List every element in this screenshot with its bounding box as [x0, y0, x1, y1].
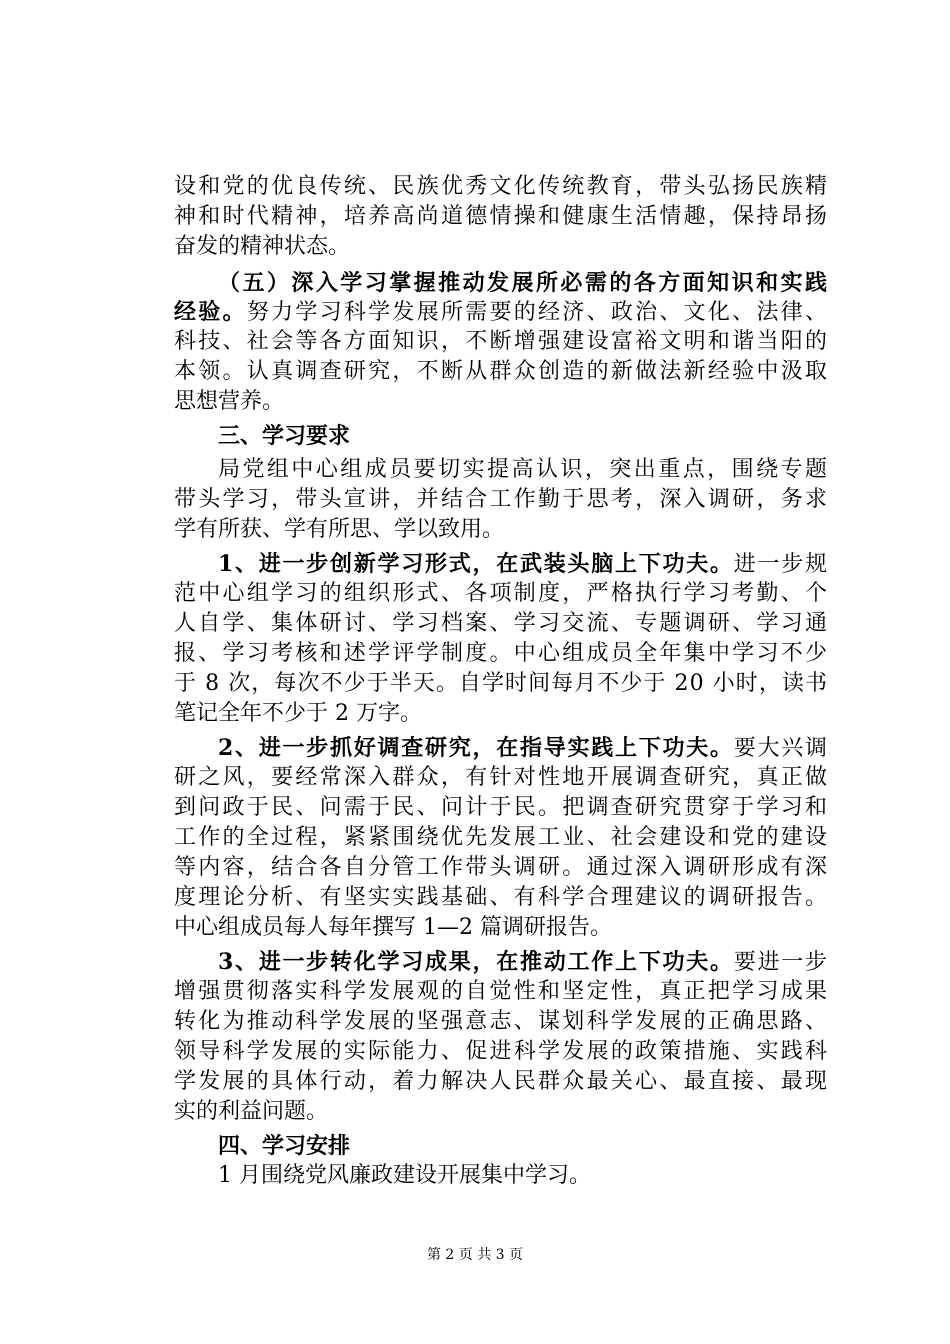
text-line	[174, 515, 950, 545]
text-line	[174, 232, 950, 262]
text-run: 领导科学发展的实际能力、促进科学发展的政策措施、实践科	[174, 1039, 830, 1064]
text-run: 要大兴调	[733, 736, 829, 761]
text-run: 转化为推动科学发展的坚强意志、谋划科学发展的正确思路、	[174, 1009, 830, 1034]
text-run: 1 月围绕党风廉政建设开展集中学习。	[218, 1163, 591, 1188]
text-line	[174, 639, 950, 669]
text-run: 于 8 次，每次不少于半天。自学时间每月不少于 20 小时，读书	[174, 671, 829, 696]
text-line	[174, 357, 950, 387]
text-line	[174, 1067, 950, 1097]
text-run: 设和党的优良传统、民族优秀文化传统教育，带头弘扬民族精	[174, 174, 830, 199]
text-run: 努力学习科学发展所需要的经济、政治、文化、法律、	[246, 300, 830, 325]
text-line	[174, 202, 950, 232]
text-line	[218, 733, 950, 763]
text-run: 本领。认真调查研究，不断从群众创造的新做法新经验中汲取	[174, 359, 830, 384]
text-line	[174, 977, 950, 1007]
text-line	[174, 297, 950, 327]
text-run: 到问政于民、问需于民、问计于民。把调查研究贯穿于学习和	[174, 795, 830, 820]
bold-text-run: 四、学习安排	[218, 1133, 351, 1159]
text-line	[174, 1097, 950, 1127]
text-run: 报、学习考核和述学评学制度。中心组成员全年集中学习不少	[174, 641, 830, 666]
text-run: 增强贯彻落实科学发展观的自觉性和坚定性，真正把学习成果	[174, 979, 830, 1004]
text-run: 学发展的具体行动，着力解决人民群众最关心、最直接、最现	[174, 1069, 830, 1094]
text-line	[174, 699, 950, 729]
text-line	[174, 172, 950, 202]
text-run: 范中心组学习的组织形式、各项制度，严格执行学习考勤、个	[174, 581, 830, 606]
text-line	[174, 609, 950, 639]
bold-text-run: 2、进一步抓好调查研究，在指导实践上下功夫。	[218, 735, 734, 761]
text-run: 进一步规	[733, 552, 829, 577]
text-run: 实的利益问题。	[174, 1099, 329, 1124]
text-run: 局党组中心组成员要切实提高认识，突出重点，围绕专题	[218, 457, 830, 482]
text-run: 科技、社会等各方面知识，不断增强建设富裕文明和谐当阳的	[174, 329, 830, 354]
text-line	[218, 268, 950, 298]
text-run: 神和时代精神，培养高尚道德情操和健康生活情趣，保持昂扬	[174, 204, 830, 229]
text-run: 带头学习，带头宣讲，并结合工作勤于思考，深入调研，务求	[174, 487, 830, 512]
text-line	[218, 455, 950, 485]
bold-text-run: 3、进一步转化学习成果，在推动工作上下功夫。	[218, 949, 734, 975]
bold-text-run: 经验。	[174, 299, 247, 325]
text-run: 要进一步	[733, 950, 829, 975]
page-footer: 第 2 页 共 3 页	[426, 1247, 524, 1263]
text-line	[174, 853, 950, 883]
text-run: 研之风，要经常深入群众，有针对性地开展调查研究，真正做	[174, 765, 830, 790]
text-line	[174, 763, 950, 793]
text-line	[174, 883, 950, 913]
bold-text-run: （五）深入学习掌握推动发展所必需的各方面知识和实践	[218, 270, 830, 296]
text-run: 度理论分析、有坚实实践基础、有科学合理建议的调研报告。	[174, 885, 830, 910]
text-line	[218, 421, 950, 451]
text-run: 人自学、集体研讨、学习档案、学习交流、专题调研、学习通	[174, 611, 830, 636]
text-run: 笔记全年不少于 2 万字。	[174, 701, 422, 726]
text-line	[174, 327, 950, 357]
text-line	[218, 947, 950, 977]
text-line	[174, 579, 950, 609]
text-line	[174, 485, 950, 515]
text-line	[174, 387, 950, 417]
text-line	[174, 793, 950, 823]
text-line	[174, 669, 950, 699]
bold-text-run: 1、进一步创新学习形式，在武装头脑上下功夫。	[218, 551, 734, 577]
text-run: 学有所获、学有所思、学以致用。	[174, 517, 505, 542]
bold-text-run: 三、学习要求	[218, 423, 351, 449]
text-line	[174, 823, 950, 853]
text-line	[218, 549, 950, 579]
text-line	[174, 1037, 950, 1067]
text-line	[218, 1131, 950, 1161]
text-run: 中心组成员每人每年撰写 1—2 篇调研报告。	[174, 915, 612, 940]
text-line	[174, 913, 950, 943]
text-run: 工作的全过程，紧紧围绕优先发展工业、社会建设和党的建设	[174, 825, 830, 850]
text-run: 奋发的精神状态。	[174, 234, 351, 259]
text-line	[174, 1007, 950, 1037]
text-run: 思想营养。	[174, 389, 285, 414]
text-line	[218, 1161, 950, 1191]
text-run: 等内容，结合各自分管工作带头调研。通过深入调研形成有深	[174, 855, 830, 880]
